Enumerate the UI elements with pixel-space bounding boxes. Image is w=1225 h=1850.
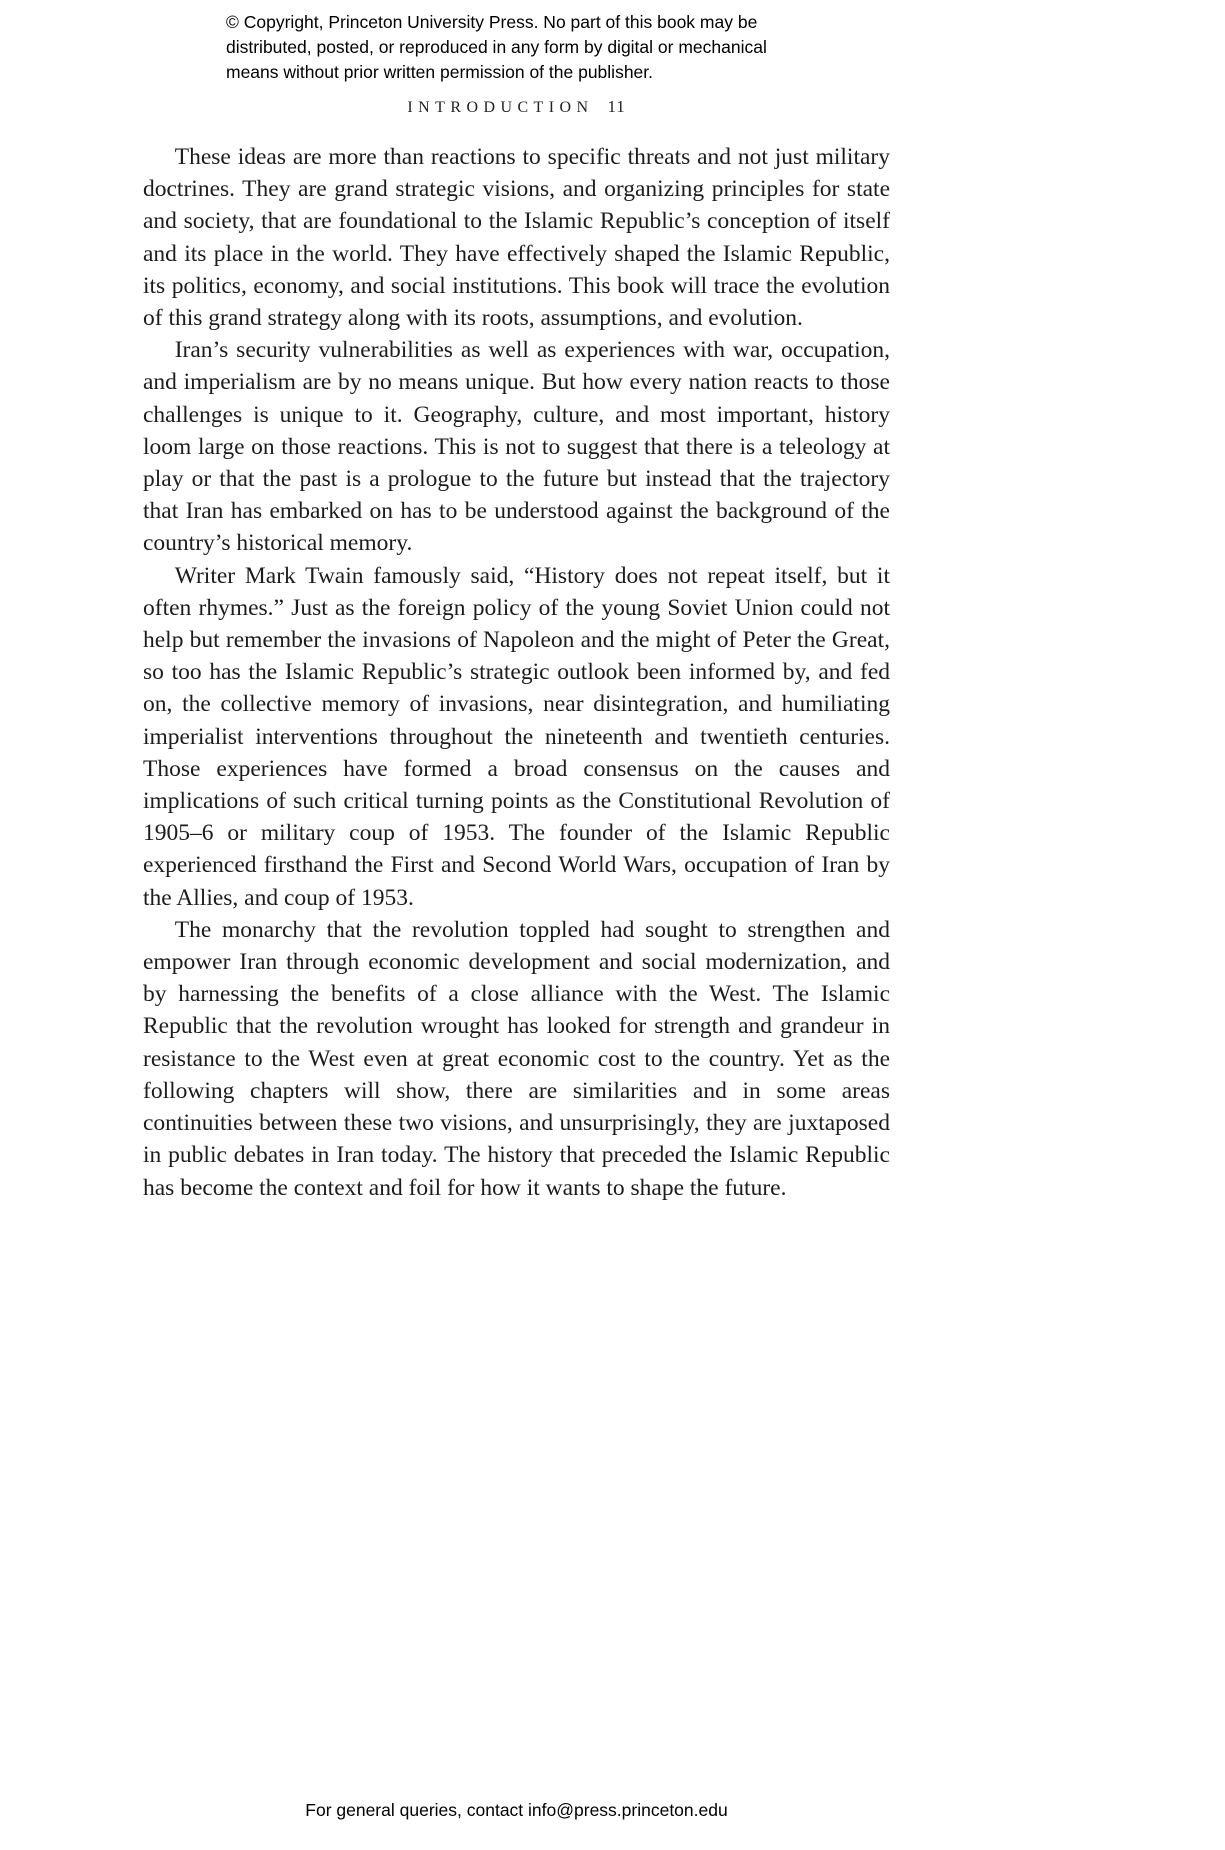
copyright-line: distributed, posted, or reproduced in any form by digital or mechanical (226, 37, 767, 57)
copyright-line: © Copyright, Princeton University Press. No part of this book may be (226, 12, 758, 32)
page-number: 11 (607, 97, 626, 116)
footer-query-line: For general queries, contact info@press.princeton.edu (305, 1800, 728, 1820)
running-head (143, 97, 890, 117)
body-text (143, 141, 890, 1204)
paragraph: The monarchy that the revolution toppled had sought to strengthen and empower Iran through economic development and social modernization, and by harnessing the benefits of a close alliance with the West. The Islamic Republic that the revolution wrought has looked for strength and grandeur in resistance to the West even at great economic cost to the country. Yet as the following chapters will show, there are similarities and in some areas continuities between these two visions, and unsurprisingly, they are juxtaposed in public debates in Iran today. The history that preceded the Islamic Republic has become the context and foil for how it wants to shape the future. (143, 916, 890, 1201)
paragraph: Iran’s security vulnerabilities as well as experiences with war, occupation, and imperialism are by no means unique. But how every nation reacts to those challenges is unique to it. Geography, culture, and most important, history loom large on those reactions. This is not to suggest that there is a teleology at play or that the past is a prologue to the future but instead that the trajectory that Iran has embarked on has to be understood against the background of the country’s historical memory. (143, 337, 890, 557)
paragraph: These ideas are more than reactions to specific threats and not just military doctrines. They are grand strategic visions, and organizing principles for state and society, that are foundational to the Islamic Republic’s conception of itself and its place in the world. They have effectively shaped the Islamic Republic, its politics, economy, and social institutions. This book will trace the evolution of this grand strategy along with its roots, assumptions, and evolution. (143, 144, 890, 332)
paragraph: Writer Mark Twain famously said, “History does not repeat itself, but it often rhymes.” Just as the foreign policy of the young Soviet Union could not help but remember the invasions of Napoleon and the might of Peter the Great, so too has the Islamic Republic’s strategic outlook been informed by, and fed on, the collective memory of invasions, near disintegration, and humiliating imperialist interventions throughout the nineteenth and twentieth centuries. Those experiences have formed a broad consensus on the causes and implications of such critical turning points as the Constitutional Revolution of 1905–6 or military coup of 1953. The founder of the Islamic Republic experienced firsthand the First and Second World Wars, occupation of Iran by the Allies, and coup of 1953. (143, 562, 890, 911)
copyright-notice (226, 10, 767, 85)
running-head-title: INTRODUCTION (407, 99, 594, 116)
copyright-line: means without prior written permission of the publisher. (226, 62, 654, 82)
